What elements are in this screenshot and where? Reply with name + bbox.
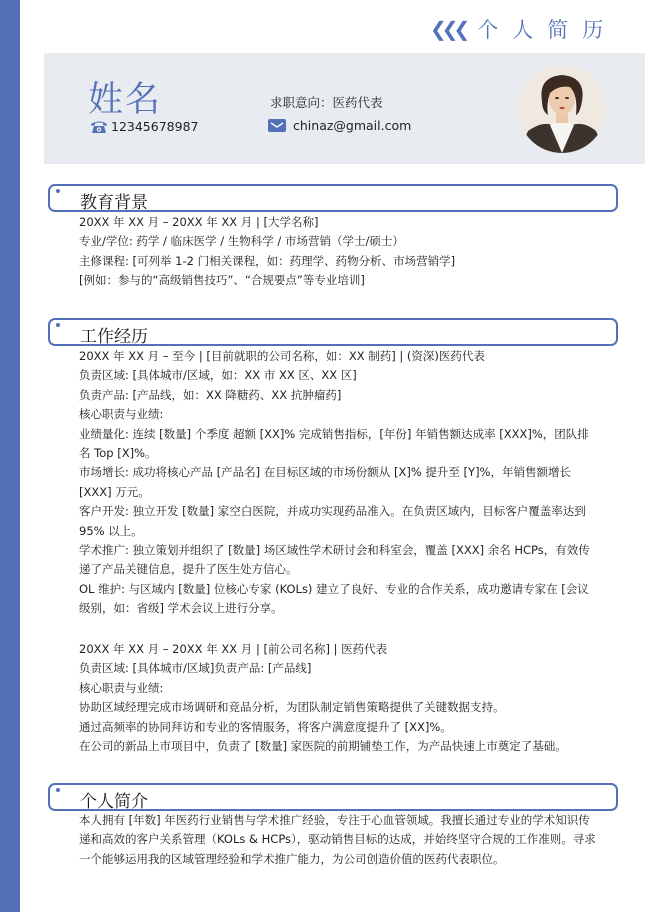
job-line: 通过高频率的协同拜访和专业的客情服务，将客户满意度提升了 [XX]%。 [79, 719, 452, 734]
section-header-education [48, 184, 618, 212]
profile-content [79, 811, 599, 869]
candidate-name: 姓名 [88, 80, 163, 120]
job-line: 20XX 年 XX 月 – 至今 | [目前就职的公司名称，如：XX 制药] | (资深)医药代表 [79, 349, 485, 363]
job-line: 负责产品: [产品线，如：XX 降糖药、XX 抗肿瘤药] [79, 387, 342, 402]
document-title-text: 个人简历 [477, 18, 618, 42]
job-line: 学术推广: 独立策划并组织了 [数量] 场区域性学术研讨会和科室会，覆盖 [XXX] 余名 HCPs，有效传递了产品关键信息，提升了医生处方信心。 [79, 543, 590, 577]
education-line: 20XX 年 XX 月 – 20XX 年 XX 月 | [大学名称] [79, 215, 319, 229]
email-address: chinaz@gmail.com [293, 118, 412, 133]
email-contact [268, 118, 411, 133]
work-job-2 [79, 640, 599, 756]
section-title: 教育背景 [80, 193, 148, 213]
section-title: 个人简介 [80, 792, 148, 812]
job-intent: 求职意向：医药代表 [270, 95, 383, 110]
job-line: 核心职责与业绩: [79, 407, 164, 422]
job-line: 核心职责与业绩: [79, 680, 164, 695]
education-content [79, 213, 609, 291]
bullet-dot-icon [56, 323, 60, 327]
work-job-1 [79, 347, 599, 619]
phone-number: 12345678987 [111, 119, 199, 134]
avatar-photo [518, 65, 606, 153]
triple-chevron-left-icon: ❮❮❮ [430, 17, 466, 41]
education-line: 主修课程: [可列举 1-2 门相关课程，如：药理学、药物分析、市场营销学] [79, 253, 456, 268]
bullet-dot-icon [56, 189, 60, 193]
job-line: 负责区域: [具体城市/区域]负责产品: [产品线] [79, 661, 312, 676]
section-header-work [48, 318, 618, 346]
section-header-profile [48, 783, 618, 811]
job-line: 负责区域: [具体城市/区域，如：XX 市 XX 区、XX 区] [79, 368, 357, 383]
job-line: 业绩量化: 连续 [数量] 个季度 超额 [XX]% 完成销售指标，[年份] 年销售额达成率 [XXX]%，团队排名 Top [X]%。 [79, 426, 589, 461]
job-line: 在公司的新品上市项目中，负责了 [数量] 家医院的前期铺垫工作，为产品快速上市奠定了基础。 [79, 739, 567, 754]
education-line: [例如：参与的“高级销售技巧”、“合规要点”等专业培训] [79, 273, 365, 288]
envelope-icon [268, 119, 286, 132]
bullet-dot-icon [56, 788, 60, 792]
job-line: OL 维护: 与区域内 [数量] 位核心专家 (KOLs) 建立了良好、专业的合作关系，成功邀请专家在 [会议级别，如：省级] 学术会议上进行分享。 [79, 581, 589, 616]
job-line: 市场增长: 成功将核心产品 [产品名] 在目标区域的市场份额从 [X]% 提升至 [Y]%，年销售额增长 [XXX] 万元。 [79, 465, 571, 499]
education-line: 专业/学位: 药学 / 临床医学 / 生物科学 / 市场营销（学士/硕士） [79, 234, 404, 249]
job-line: 20XX 年 XX 月 – 20XX 年 XX 月 | [前公司名称] | 医药代表 [79, 642, 388, 656]
section-title: 工作经历 [80, 327, 148, 347]
job-line: 客户开发: 独立开发 [数量] 家空白医院，并成功实现药品准入。在负责区域内，目标客户覆盖率达到 95% 以上。 [79, 504, 586, 538]
profile-text: 本人拥有 [年数] 年医药行业销售与学术推广经验，专注于心血管领域。我擅长通过专业的学术知识传递和高效的客户关系管理（KOLs & HCPs），驱动销售目标的达成，并始终坚守合规的工作准则。寻求一个能够运用我的区域管理经验和学术推广能力，为公司创造价值的医药代表职位。 [79, 813, 596, 866]
document-title [430, 14, 617, 44]
telephone-icon [90, 120, 108, 134]
left-accent-bar [0, 0, 20, 912]
phone-contact [90, 119, 198, 134]
job-line: 协助区域经理完成市场调研和竞品分析，为团队制定销售策略提供了关键数据支持。 [79, 700, 505, 715]
